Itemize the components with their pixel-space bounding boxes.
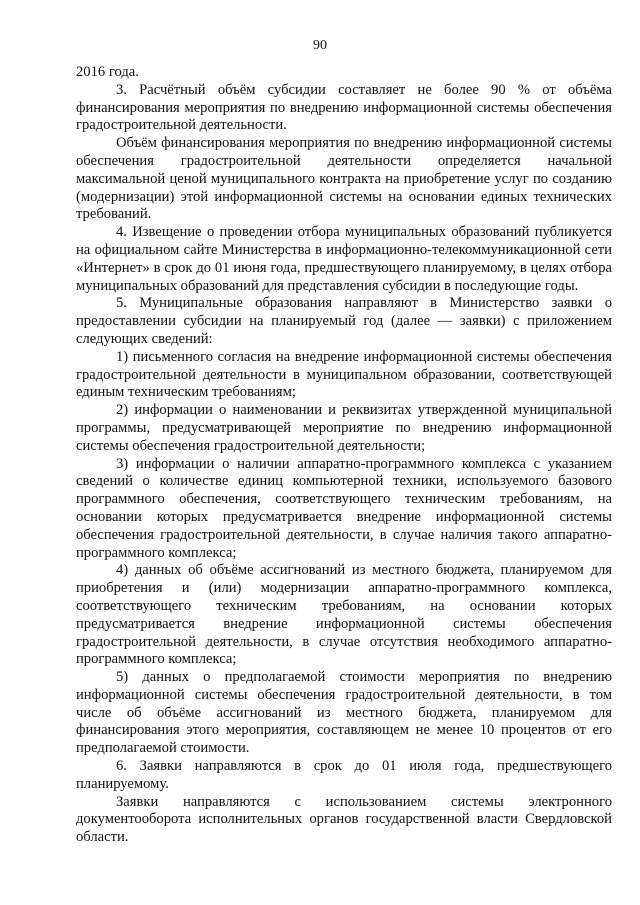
paragraph-submission-method: Заявки направляются с использованием системы электронного документооборота исполнительных органов государственной власти Свердловской области.: [76, 793, 612, 846]
page-number: 90: [313, 38, 327, 53]
paragraph-subitem-5: 5) данных о предполагаемой стоимости мероприятия по внедрению информационной системы обеспечения градостроительной деятельности, в том числе об объёме ассигнований из местного бюджета, планируемом для финансирования этого мероприятия, составляющем не менее 10 процентов от его предполагаемой стоимости.: [76, 669, 612, 757]
document-body: [76, 64, 612, 847]
paragraph-subitem-4: 4) данных об объёме ассигнований из местного бюджета, планируемом для приобретения и (или) модернизации аппаратно-программного комплекса, соответствующего техническим требованиям, на основании которых предусматривается внедрение информационной системы обеспечения градостроительной деятельности, в случае отсутствия необходимого аппаратно-программного комплекса;: [76, 562, 612, 668]
paragraph-item-3: 3. Расчётный объём субсидии составляет не более 90 % от объёма финансирования мероприятия по внедрению информационной системы обеспечения градостроительной деятельности.: [76, 81, 612, 134]
paragraph-item-4: 4. Извещение о проведении отбора муниципальных образований публикуется на официальном сайте Министерства в информационно-телекоммуникационной сети «Интернет» в срок до 01 июня года, предшествующего планируемому, в целях отбора муниципальных образований для представления субсидии в последующие годы.: [76, 224, 612, 294]
paragraph-financing-volume: Объём финансирования мероприятия по внедрению информационной системы обеспечения градостроительной деятельности определяется начальной максимальной ценой муниципального контракта на приобретение услуг по созданию (модернизации) этой информационной системы на основании единых технических требований.: [76, 135, 612, 223]
paragraph-item-5: 5. Муниципальные образования направляют в Министерство заявки о предоставлении субсидии на планируемый год (далее — заявки) с приложением следующих сведений:: [76, 295, 612, 347]
paragraph-subitem-2: 2) информации о наименовании и реквизитах утвержденной муниципальной программы, предусматривающей мероприятие по внедрению информационной системы обеспечения градостроительной деятельности;: [76, 402, 612, 454]
paragraph-continuation: 2016 года.: [76, 64, 139, 80]
paragraph-subitem-1: 1) письменного согласия на внедрение информационной системы обеспечения градостроительной деятельности в муниципальном образовании, соответствующей единым техническим требованиям;: [76, 348, 612, 401]
paragraph-item-6: 6. Заявки направляются в срок до 01 июля года, предшествующего планируемому.: [76, 758, 612, 792]
paragraph-subitem-3: 3) информации о наличии аппаратно-программного комплекса с указанием сведений о количестве единиц компьютерной техники, используемого базового программного обеспечения, соответствующего техническим требованиям, на основании которых предусматривается внедрение информационной системы обеспечения градостроительной деятельности, в случае наличия такого аппаратно-программного комплекса;: [76, 455, 612, 561]
